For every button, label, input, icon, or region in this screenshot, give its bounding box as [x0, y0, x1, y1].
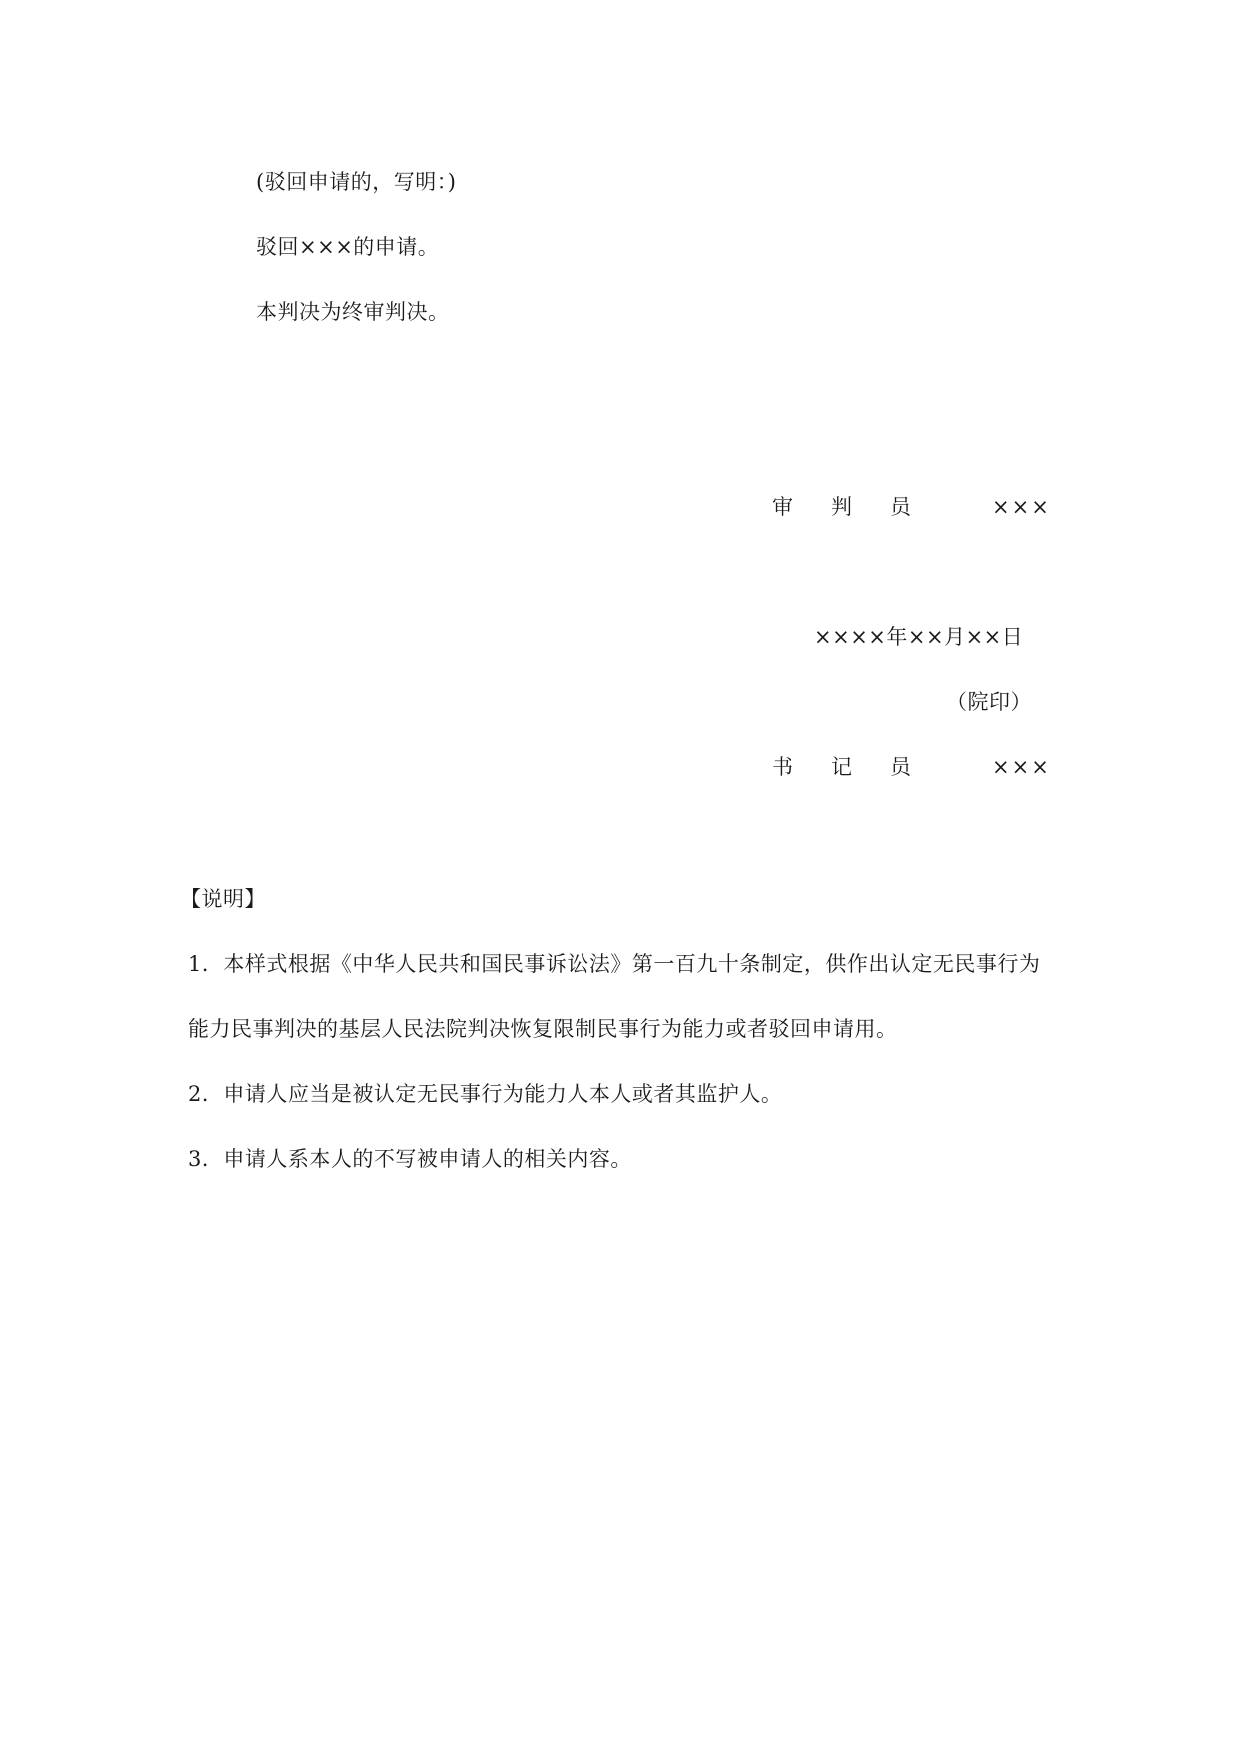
reject-instruction-note: (驳回申请的，写明：) [256, 170, 457, 194]
note-item-1-line-2: 能力民事判决的基层人民法院判决恢复限制民事行为能力或者驳回申请用。 [188, 1017, 898, 1041]
reject-application-text: 驳回×××的申请。 [256, 235, 440, 259]
judge-signature-row [772, 493, 1051, 521]
notes-heading: 【说明】 [180, 887, 266, 911]
judge-label: 审判员 [772, 495, 949, 519]
note-item-1-line-1: 1．本样式根据《中华人民共和国民事诉讼法》第一百九十条制定，供作出认定无民事行为 [188, 952, 1041, 976]
note-item-2: 2．申请人应当是被认定无民事行为能力人本人或者其监护人。 [188, 1082, 783, 1106]
note-item-3: 3．申请人系本人的不写被申请人的相关内容。 [188, 1147, 632, 1171]
court-seal-placeholder: （院印） [946, 690, 1032, 714]
clerk-name: ××× [992, 755, 1051, 779]
judge-name: ××× [992, 495, 1051, 519]
clerk-label: 书记员 [772, 755, 949, 779]
judgment-date: ××××年××月××日 [814, 625, 1024, 649]
clerk-signature-row [772, 753, 1051, 781]
final-judgment-text: 本判决为终审判决。 [256, 300, 450, 324]
